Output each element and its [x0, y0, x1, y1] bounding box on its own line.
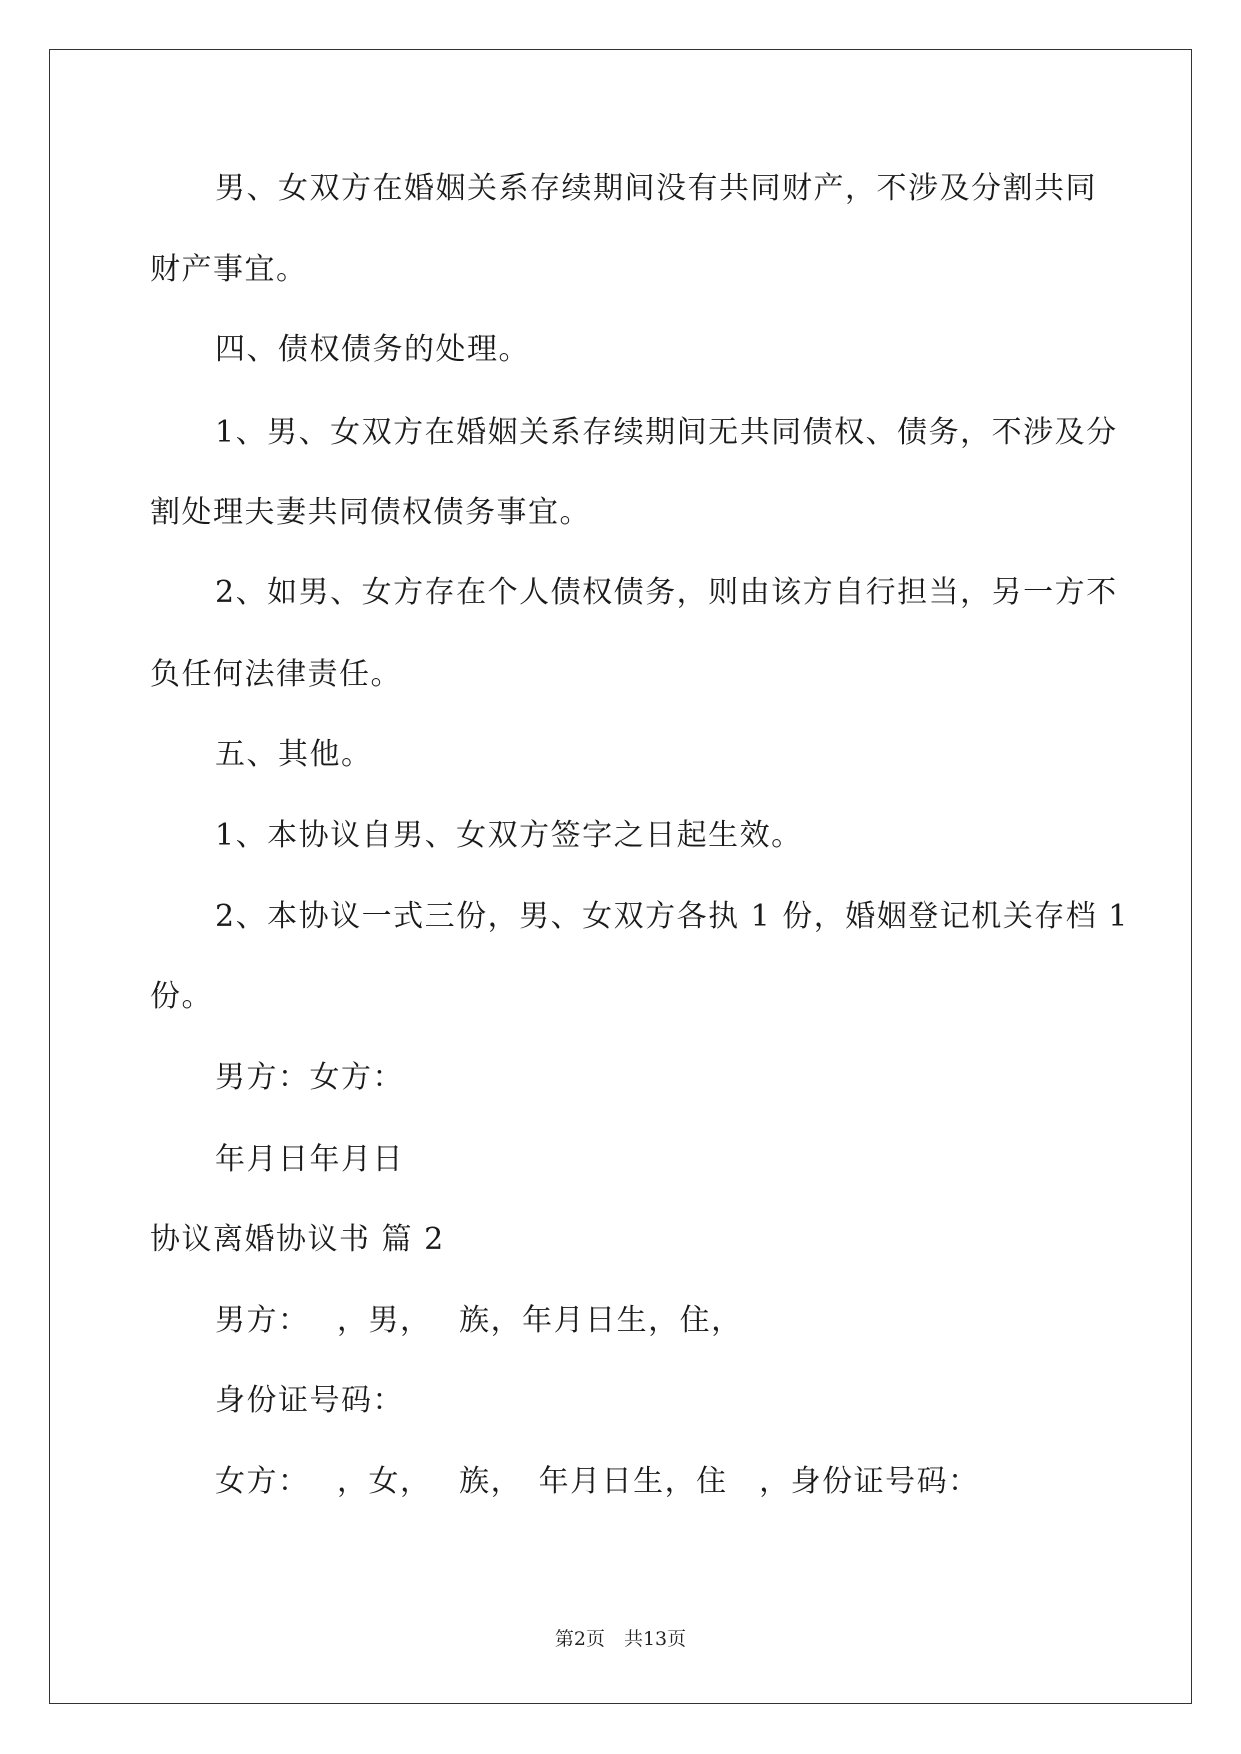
signature-line: 男方：女方：	[215, 1060, 404, 1095]
section-heading: 五、其他。	[215, 737, 373, 772]
paragraph-line: 割处理夫妻共同债权债务事宜。	[150, 495, 591, 530]
paragraph-line: 财产事宜。	[150, 252, 308, 287]
paragraph-line: 负任何法律责任。	[150, 657, 402, 692]
page-number-footer: 第2页 共13页	[554, 1628, 687, 1650]
paragraph-line: 男、女双方在婚姻关系存续期间没有共同财产，不涉及分割共同	[215, 171, 1097, 206]
form-line: 身份证号码：	[215, 1383, 404, 1418]
section-heading: 四、债权债务的处理。	[215, 332, 530, 367]
paragraph-line: 2、如男、女方存在个人债权债务，则由该方自行担当，另一方不	[215, 575, 1118, 610]
paragraph-line: 1、本协议自男、女双方签字之日起生效。	[215, 818, 803, 853]
page-border	[49, 49, 1192, 1704]
section-title: 协议离婚协议书 篇 2	[150, 1222, 445, 1257]
date-line: 年月日年月日	[215, 1142, 404, 1177]
paragraph-line: 1、男、女双方在婚姻关系存续期间无共同债权、债务，不涉及分	[215, 415, 1118, 450]
paragraph-line: 2、本协议一式三份，男、女双方各执 1 份，婚姻登记机关存档 1	[215, 899, 1129, 934]
paragraph-line: 份。	[150, 979, 213, 1014]
form-line: 男方： ，男， 族，年月日生，住，	[215, 1303, 743, 1338]
form-line: 女方： ，女， 族， 年月日生，住 ，身份证号码：	[215, 1464, 980, 1499]
